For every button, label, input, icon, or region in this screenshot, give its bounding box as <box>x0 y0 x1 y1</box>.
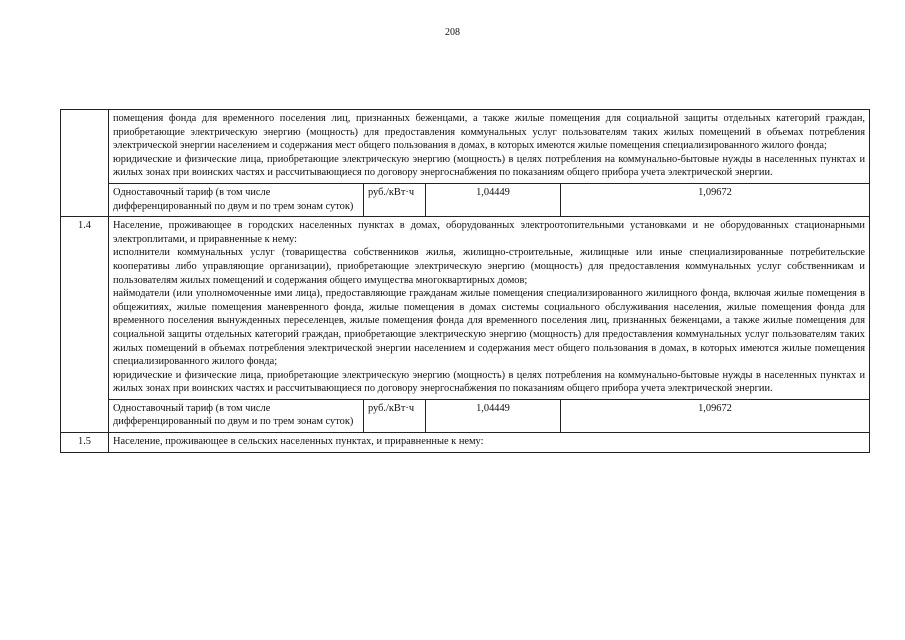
tariff-value-first-half: 1,04449 <box>426 399 561 432</box>
description-paragraph: Население, проживающее в городских населенных пунктах в домах, оборудованных электроотопительными установками и не оборудованных стационарными электроплитами, и приравненные к нему: <box>113 220 865 245</box>
description-paragraph: исполнители коммунальных услуг (товарищества собственников жилья, жилищно-строительные, жилищные или иные специализированные потребительские кооперативы либо управляющие организации), приобретающие электрическую энергию (мощность) для предоставления коммунальных услуг собственникам и пользователям жилых помещений и содержания общего имущества многоквартирных домов; <box>113 247 865 286</box>
row-description <box>109 433 870 453</box>
tariff-name: Одноставочный тариф (в том числе дифференцированный по двум и по трем зонам суток) <box>109 399 364 432</box>
tariff-value-first-half: 1,04449 <box>426 183 561 216</box>
table-row-continuation <box>61 110 870 184</box>
description-paragraph: наймодатели (или уполномоченные ими лица), предоставляющие гражданам жилые помещения специализированного жилищного фонда, включая жилые помещения в общежитиях, жилые помещения маневренного фонда, жилые помещения в домах системы социального обслуживания населения, жилые помещения фонда для временного поселения вынужденных переселенцев, жилые помещения фонда для временного поселения лиц, признанных беженцами, а также жилые помещения для социальной защиты отдельных категорий граждан, приобретающие электрическую энергию (мощность) для предоставления коммунальных услуг пользователям таких жилых помещений в объемах потребления электрической энергии населением и содержания мест общего пользования в домах, в которых имеются жилые помещения специализированного жилого фонда; <box>113 288 865 368</box>
table-row-1-4 <box>61 217 870 400</box>
tariff-unit: руб./кВт·ч <box>364 183 426 216</box>
description-paragraph: Население, проживающее в сельских населенных пунктах, и приравненные к нему: <box>113 436 484 448</box>
row-number: 1.5 <box>61 433 109 453</box>
description-paragraph: юридические и физические лица, приобретающие электрическую энергию (мощность) в целях потребления на коммунально-бытовые нужды в населенных пунктах и жилых зонах при воинских частях и рассчитывающиеся по договору энергоснабжения по показаниям общего прибора учета электрической энергии. <box>113 369 865 395</box>
tariff-value-second-half: 1,09672 <box>561 183 870 216</box>
row-number-cell <box>61 110 109 217</box>
row-number: 1.4 <box>61 217 109 433</box>
row-description <box>109 110 870 184</box>
description-paragraph: помещения фонда для временного поселения лиц, признанных беженцами, а также жилые помещения для социальной защиты отдельных категорий граждан, приобретающие электрическую энергию (мощность) для предоставления коммунальных услуг пользователям таких жилых помещений в объемах потребления электрической энергии населением и содержания мест общего пользования в домах, в которых имеются жилые помещения специализированного жилого фонда; <box>113 113 865 152</box>
tariff-row <box>61 183 870 216</box>
row-description <box>109 217 870 400</box>
description-paragraph: юридические и физические лица, приобретающие электрическую энергию (мощность) в целях потребления на коммунально-бытовые нужды в населенных пунктах и жилых зонах при воинских частях и рассчитывающиеся по договору энергоснабжения по показаниям общего прибора учета электрической энергии. <box>113 153 865 179</box>
table-row-1-5 <box>61 433 870 453</box>
tariff-row <box>61 399 870 432</box>
page-number: 208 <box>445 27 460 38</box>
tariff-table <box>60 109 870 453</box>
tariff-unit: руб./кВт·ч <box>364 399 426 432</box>
tariff-value-second-half: 1,09672 <box>561 399 870 432</box>
tariff-name: Одноставочный тариф (в том числе дифференцированный по двум и по трем зонам суток) <box>109 183 364 216</box>
